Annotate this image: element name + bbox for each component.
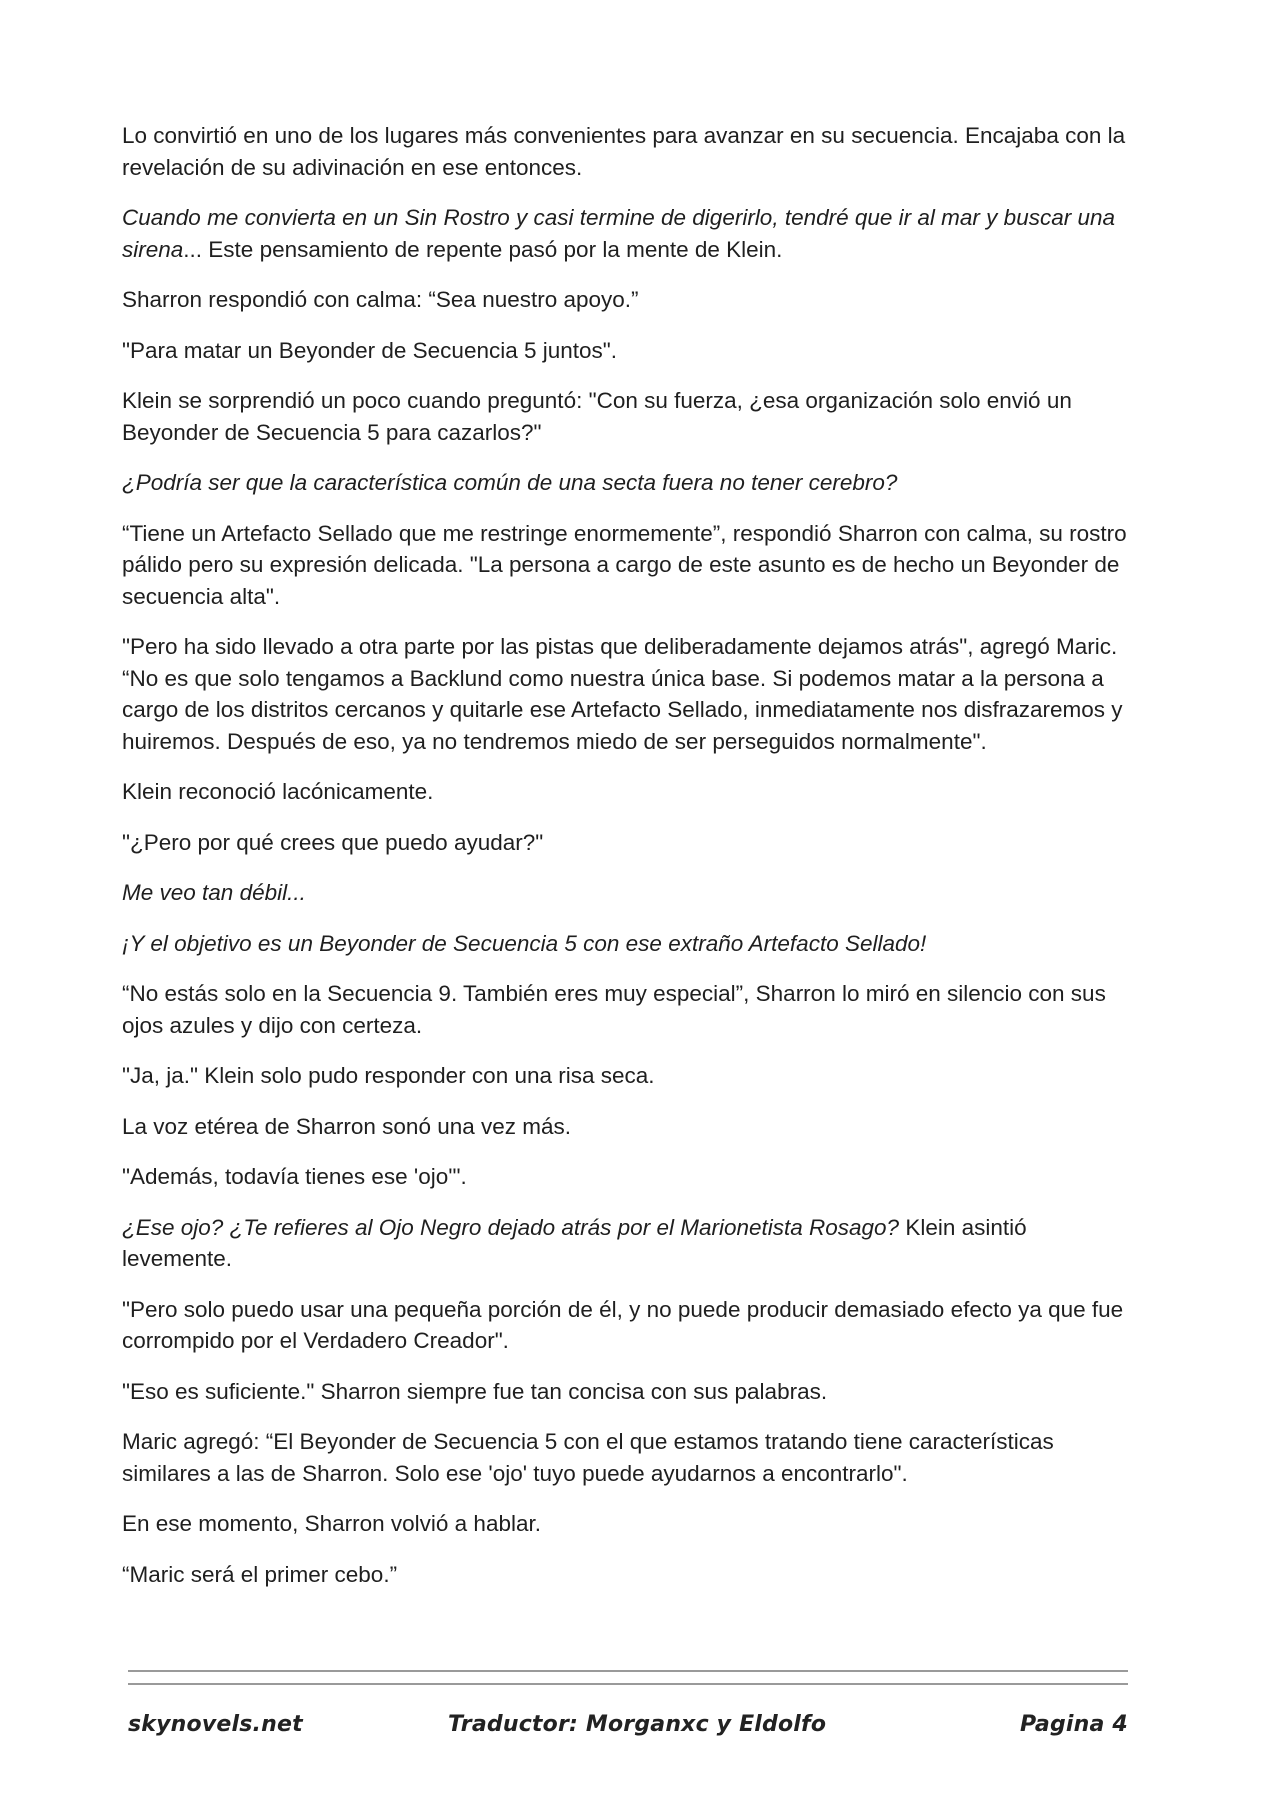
paragraph xyxy=(122,877,1132,909)
footer-page-number: Pagina 4 xyxy=(1020,1712,1128,1737)
paragraph xyxy=(122,776,1132,808)
paragraph-text: Klein reconoció lacónicamente. xyxy=(122,779,434,804)
paragraph xyxy=(122,1161,1132,1193)
paragraph xyxy=(122,1426,1132,1489)
paragraph-text: "Pero solo puedo usar una pequeña porción de él, y no puede producir demasiado efecto ya que fue corrompido por el Verdadero Creador". xyxy=(122,1296,1124,1353)
paragraph-text: Klein asintió levemente. xyxy=(122,1214,1027,1271)
paragraph-text: “No estás solo en la Secuencia 9. También eres muy especial”, Sharron lo miró en silencio con sus ojos azules y dijo con certeza. xyxy=(122,981,1106,1038)
page-body xyxy=(122,120,1132,1609)
paragraph-text: Sharron respondió con calma: “Sea nuestro apoyo.” xyxy=(122,287,639,312)
italic-text: ¿Ese ojo? ¿Te refieres al Ojo Negro dejado atrás por el Marionetista Rosago? xyxy=(122,1214,900,1240)
paragraph-text: “Maric será el primer cebo.” xyxy=(122,1561,398,1587)
paragraph-text: “Tiene un Artefacto Sellado que me restringe enormemente”, respondió Sharron con calma, su rostro pálido pero su expresión delicada. "La persona a cargo de este asunto es de hecho un Beyonder de secuencia alta". xyxy=(122,520,1127,609)
paragraph-text: "¿Pero por qué crees que puedo ayudar?" xyxy=(122,829,544,855)
paragraph-text: "Además, todavía tienes ese 'ojo'". xyxy=(122,1164,467,1189)
footer-divider-top xyxy=(128,1670,1128,1672)
paragraph xyxy=(122,978,1132,1041)
italic-text: ¿Podría ser que la característica común de una secta fuera no tener cerebro? xyxy=(122,470,898,495)
footer-divider-bottom xyxy=(128,1683,1128,1685)
paragraph xyxy=(122,120,1132,183)
footer-site: skynovels.net xyxy=(128,1712,303,1737)
paragraph-text: "Para matar un Beyonder de Secuencia 5 juntos". xyxy=(122,337,618,363)
paragraph xyxy=(122,631,1132,757)
paragraph-text: "Ja, ja." Klein solo pudo responder con una risa seca. xyxy=(122,1063,655,1088)
paragraph xyxy=(122,1559,1132,1591)
footer-translator: Traductor: Morganxc y Eldolfo xyxy=(448,1712,827,1737)
italic-text: Cuando me convierta en un Sin Rostro y casi termine de digerirlo, tendré que ir al mar y buscar una sirena xyxy=(122,205,1115,262)
paragraph xyxy=(122,284,1132,316)
paragraph-text: Maric agregó: “El Beyonder de Secuencia 5 con el que estamos tratando tiene características similares a las de Sharron. Solo ese 'ojo' tuyo puede ayudarnos a encontrarlo". xyxy=(122,1429,1054,1486)
paragraph-text: "Pero ha sido llevado a otra parte por las pistas que deliberadamente dejamos atrás", agregó Maric. “No es que solo tengamos a Backlund como nuestra única base. Si podemos matar a la persona a cargo de los distritos cercanos y quitarle ese Artefacto Sellado, inmediatamente nos disfrazaremos y huiremos. Después de eso, ya no tendremos miedo de ser perseguidos normalmente". xyxy=(122,634,1123,754)
paragraph-text: Lo convirtió en uno de los lugares más convenientes para avanzar en su secuencia. Encajaba con la revelación de su adivinación en ese entonces. xyxy=(122,123,1126,180)
paragraph xyxy=(122,1294,1132,1357)
paragraph-text: ... Este pensamiento de repente pasó por la mente de Klein. xyxy=(183,236,783,262)
paragraph xyxy=(122,1212,1132,1275)
italic-text: ¡Y el objetivo es un Beyonder de Secuencia 5 con ese extraño Artefacto Sellado! xyxy=(122,930,927,956)
paragraph xyxy=(122,335,1132,367)
paragraph xyxy=(122,1111,1132,1143)
paragraph xyxy=(122,467,1132,499)
italic-text: Me veo tan débil... xyxy=(122,880,306,905)
paragraph xyxy=(122,518,1132,613)
paragraph xyxy=(122,1376,1132,1408)
paragraph-text: Klein se sorprendió un poco cuando preguntó: "Con su fuerza, ¿esa organización solo envió un Beyonder de Secuencia 5 para cazarlos?" xyxy=(122,388,1072,445)
paragraph xyxy=(122,1060,1132,1092)
paragraph-text: La voz etérea de Sharron sonó una vez más. xyxy=(122,1113,572,1139)
paragraph xyxy=(122,928,1132,960)
paragraph xyxy=(122,1508,1132,1540)
paragraph xyxy=(122,385,1132,448)
paragraph-text: En ese momento, Sharron volvió a hablar. xyxy=(122,1511,541,1536)
paragraph xyxy=(122,202,1132,265)
paragraph xyxy=(122,827,1132,859)
paragraph-text: "Eso es suficiente." Sharron siempre fue tan concisa con sus palabras. xyxy=(122,1378,828,1404)
